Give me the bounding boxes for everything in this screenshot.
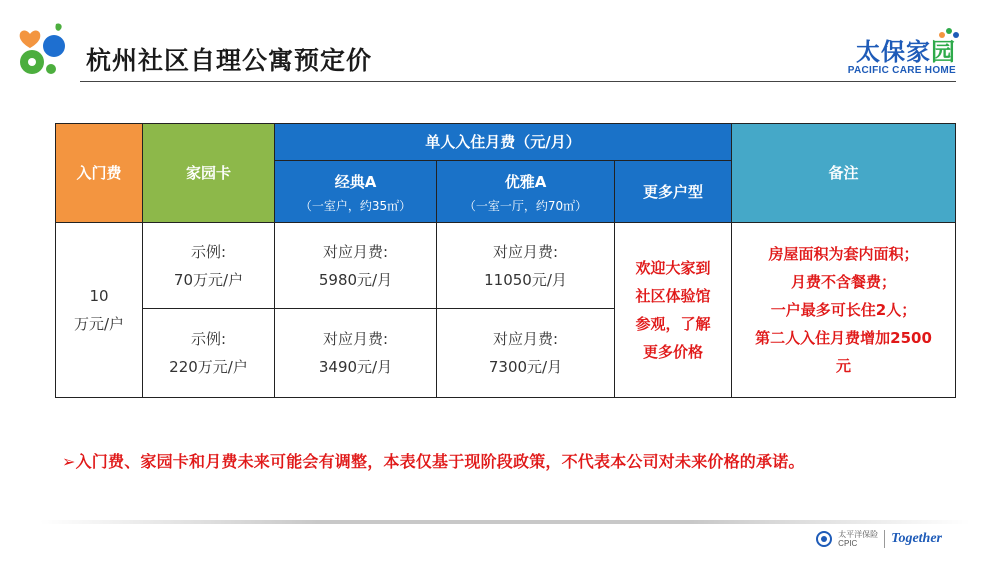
fee-value: 11050元/月 <box>484 270 567 289</box>
remark-line: 一户最多可长住2人； <box>770 301 917 319</box>
entry-fee-value <box>56 223 143 398</box>
header-classic-a <box>275 161 437 223</box>
header-elegant-a <box>437 161 615 223</box>
header-remarks: 备注 <box>732 124 956 223</box>
more-types-line: 社区体验馆 <box>635 287 711 305</box>
fee-label: 对应月费: <box>322 330 389 348</box>
header-elegant-sub: （一室一厅，约70㎡） <box>463 198 588 213</box>
page-title: 杭州社区自理公寓预定价 <box>86 46 373 75</box>
brand-logo <box>848 32 956 76</box>
table-row-1-classic <box>275 223 437 309</box>
more-types-line: 参观，了解 <box>635 315 711 333</box>
fee-label: 对应月费: <box>492 242 559 261</box>
fee-value: 7300元/月 <box>488 358 563 376</box>
remark-line: 第二人入住月费增加2500 <box>755 329 932 347</box>
entry-fee-unit: 万元/户 <box>73 315 125 333</box>
brand-subtitle: PACIFIC CARE HOME <box>847 65 956 76</box>
card-label: 示例: <box>190 330 227 348</box>
entry-fee-amount: 10 <box>89 287 109 305</box>
fee-value: 3490元/月 <box>318 358 393 376</box>
fee-label: 对应月费: <box>492 330 559 348</box>
insurer-name <box>838 530 878 548</box>
table-row-1-elegant <box>437 223 615 309</box>
header-entry-fee: 入门费 <box>56 124 143 223</box>
header-classic-label: 经典A <box>334 172 377 191</box>
remark-line: 元 <box>836 357 852 375</box>
fee-label: 对应月费: <box>322 242 389 261</box>
more-types-note <box>615 223 732 398</box>
header-monthly-fee: 单人入住月费（元/月） <box>275 124 732 161</box>
card-value: 220万元/户 <box>169 358 248 376</box>
table-row-1-card <box>143 223 275 309</box>
table-row-2-classic <box>275 309 437 398</box>
community-logo-icon <box>16 20 72 78</box>
table-row-2-card <box>143 309 275 398</box>
insurer-en: CPIC <box>838 539 858 548</box>
insurer-cn: 太平洋保险 <box>838 530 879 539</box>
header-classic-sub: （一室户，约35㎡） <box>299 198 412 213</box>
title-divider <box>80 81 956 82</box>
disclaimer-note: ➢入门费、家园卡和月费未来可能会有调整，本表仅基于现阶段政策，不代表本公司对未来价格的承诺。 <box>62 452 805 471</box>
fee-value: 5980元/月 <box>318 270 393 289</box>
header-elegant-label: 优雅A <box>504 172 547 191</box>
header-more-types: 更多户型 <box>615 161 732 223</box>
more-types-line: 更多价格 <box>643 343 704 361</box>
footer-separator <box>884 530 885 548</box>
more-types-line: 欢迎大家到 <box>635 259 711 277</box>
remark-line: 月费不含餐费； <box>791 273 897 291</box>
header-home-card: 家园卡 <box>143 124 275 223</box>
together-logo: Together <box>891 531 942 546</box>
remark-line: 房屋面积为套内面积； <box>768 245 919 263</box>
brand-dots-icon <box>938 26 960 40</box>
card-label: 示例: <box>190 242 227 261</box>
card-value: 70万元/户 <box>173 270 244 289</box>
price-table <box>55 123 956 398</box>
bottom-divider <box>40 520 970 524</box>
brand-name: 太保家园 <box>856 38 956 66</box>
cpic-logo-icon <box>816 531 832 547</box>
remarks-text <box>732 223 956 398</box>
table-row-2-elegant <box>437 309 615 398</box>
footer-logos <box>816 530 942 548</box>
